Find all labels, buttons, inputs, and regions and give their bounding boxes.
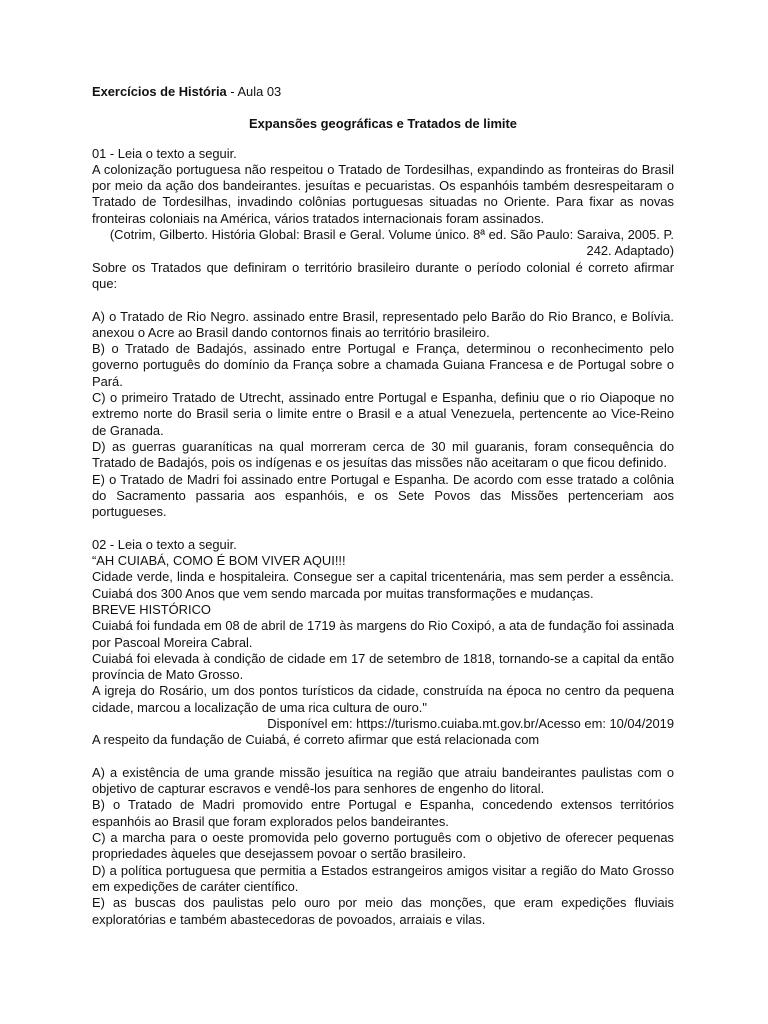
document-page	[92, 84, 674, 928]
document-title	[92, 84, 674, 100]
q1-option-b: B) o Tratado de Badajós, assinado entre Portugal e França, determinou o reconhecimento pelo governo português do domínio da França sobre a chamada Guiana Francesa e de Portugal sobre o Pará.	[92, 341, 674, 389]
q2-section-heading: BREVE HISTÓRICO	[92, 601, 211, 617]
q2-intro: 02 - Leia o texto a seguir.	[92, 536, 237, 552]
document-subtitle: Expansões geográficas e Tratados de limite	[249, 116, 517, 132]
q1-prompt: Sobre os Tratados que definiram o território brasileiro durante o período colonial é correto afirmar que:	[92, 259, 674, 291]
q1-option-e: E) o Tratado de Madri foi assinado entre Portugal e Espanha. De acordo com esse tratado a colônia do Sacramento passaria aos espanhóis, e os Sete Povos das Missões pertenceriam aos portugueses.	[92, 471, 674, 520]
spacer	[92, 520, 674, 536]
q1-citation-line1: (Cotrim, Gilberto. História Global: Brasil e Geral. Volume único. 8ª ed. São Paulo: Saraiva, 2005. P.	[109, 227, 674, 243]
document-title-bold: Exercícios de História	[92, 84, 227, 99]
document-title-rest: - Aula 03	[226, 84, 282, 99]
q2-quote-title: “AH CUIABÁ, COMO É BOM VIVER AQUI!!!	[92, 553, 346, 569]
spacer	[92, 292, 674, 308]
q1-option-a: A) o Tratado de Rio Negro. assinado entre Brasil, representado pelo Barão do Rio Branco, e Bolívia. anexou o Acre ao Brasil dando contornos finais ao território brasileiro.	[92, 308, 674, 340]
q2-option-a: A) a existência de uma grande missão jesuítica na região que atraiu bandeirantes paulistas com o objetivo de capturar escravos e vendê-los para senhores de engenho do litoral.	[92, 764, 674, 797]
q1-text: A colonização portuguesa não respeitou o Tratado de Tordesilhas, expandindo as fronteiras do Brasil por meio da ação dos bandeirantes. jesuítas e pecuaristas. Os espanhóis também desrespeitaram o Tratado de Tordesilhas, invadindo colônias portuguesas situadas no Oriente. Para fixar as novas fronteiras coloniais na América, vários tratados internacionais foram assinados.	[92, 161, 674, 226]
q2-para1: Cidade verde, linda e hospitaleira. Consegue ser a capital tricentenária, mas sem perder a essência. Cuiabá dos 300 Anos que vem sendo marcada por muitas transformações e mudanças.	[92, 569, 674, 601]
spacer	[92, 749, 674, 765]
q2-para3: Cuiabá foi elevada à condição de cidade em 17 de setembro de 1818, tornando-se a capital da então província de Mato Grosso.	[92, 650, 674, 683]
q2-para4: A igreja do Rosário, um dos pontos turísticos da cidade, construída na época no centro da pequena cidade, marcou a localização de uma rica cultura de ouro."	[92, 683, 674, 715]
q2-option-c: C) a marcha para o oeste promovida pelo governo português com o objetivo de oferecer pequenas propriedades àqueles que desejassem povoar o sertão brasileiro.	[92, 830, 674, 862]
q2-prompt: A respeito da fundação de Cuiabá, é correto afirmar que está relacionada com	[92, 732, 540, 748]
q2-option-b: B) o Tratado de Madri promovido entre Portugal e Espanha, concedendo extensos territórios espanhóis ao Brasil que foram explorados pelos bandeirantes.	[92, 797, 674, 829]
q2-option-d: D) a política portuguesa que permitia a Estados estrangeiros amigos visitar a região do Mato Grosso em expedições de caráter científico.	[92, 862, 674, 894]
q1-intro: 01 - Leia o texto a seguir.	[92, 145, 237, 161]
q1-option-d: D) as guerras guaraníticas na qual morreram cerca de 30 mil guaranis, foram consequência do Tratado de Badajós, pois os indígenas e os jesuítas das missões não aceitaram o que ficou definido.	[92, 438, 674, 471]
q2-option-e: E) as buscas dos paulistas pelo ouro por meio das monções, que eram expedições fluviais exploratórias e também abastecedoras de povoados, arraiais e vilas.	[92, 895, 674, 927]
q1-option-c: C) o primeiro Tratado de Utrecht, assinado entre Portugal e Espanha, definiu que o rio Oiapoque no extremo norte do Brasil seria o limite entre o Brasil e a atual Venezuela, pertencente ao Vice-Reino de Granada.	[92, 390, 674, 438]
q2-source: Disponível em: https://turismo.cuiaba.mt.gov.br/Acesso em: 10/04/2019	[267, 715, 674, 731]
q2-para2: Cuiabá foi fundada em 08 de abril de 1719 às margens do Rio Coxipó, a ata de fundação foi assinada por Pascoal Moreira Cabral.	[92, 618, 674, 650]
q1-citation-line2: 242. Adaptado)	[586, 243, 674, 259]
